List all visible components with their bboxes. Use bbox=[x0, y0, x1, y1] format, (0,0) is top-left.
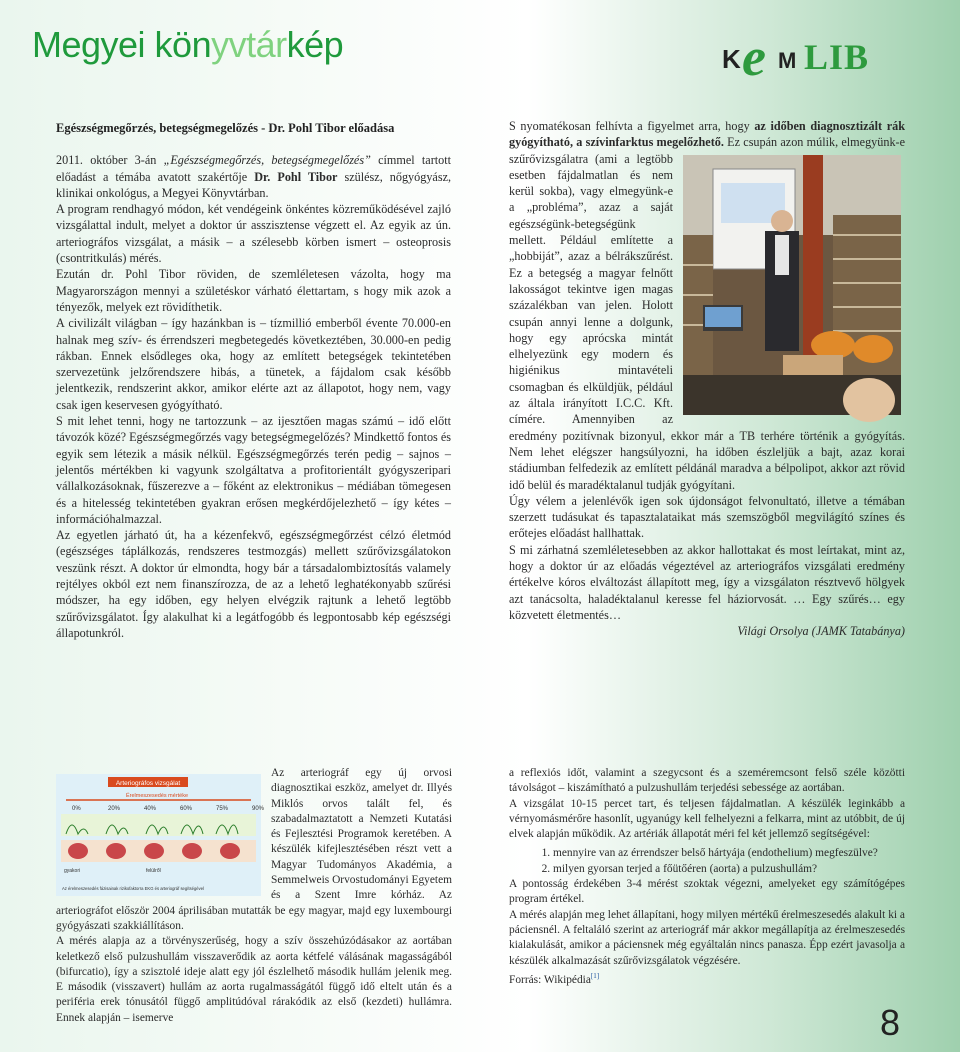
chart-tick-label: 75% bbox=[216, 806, 229, 812]
list-item: 2. milyen gyorsan terjed a főütőéren (aorta) a pulzushullám? bbox=[553, 862, 905, 877]
paragraph-screening: Az egyetlen járható út, ha a kézenfekvő, egészségmegőrzést célzó életmód (egészséges táplálkozás, rendszeres testmozgás) mellett szűrővizsgálatokon veszünk részt. A doktor úr elmondta, hogy bár a társadalombiztosítás valamely rejtélyes okból ezt nem finanszírozza, de az a lehető leghatékonyabb szűrési módszer, ha egy időben, egy helyen elvégzik rajtunk a lehető legtöbb szűrővizsgálatot. Így alakulhat ki a legátfogóbb és legpontosabb kép egészségi állapotunkról. bbox=[56, 528, 451, 640]
arteriograph-intro bbox=[56, 766, 452, 934]
logo-lib: LIB bbox=[804, 37, 870, 77]
logo-letter-k: K bbox=[722, 44, 741, 74]
paragraph-emphasis bbox=[509, 118, 905, 493]
intro-text: címmel tartott előadást a témába avatott szakértője bbox=[56, 153, 452, 184]
lecture-photo-image bbox=[683, 155, 901, 415]
emphasis-bold: az időben diagnosztizált rák gyógyítható, a szívinfarktus megelőzhető. bbox=[509, 119, 906, 150]
chart-caption: Az érelmeszesedés fázisainak rizikofaktorra EKG és arteriográf segítségével bbox=[62, 886, 204, 891]
paragraph-statistics: A civilizált világban – így hazánkban is – tízmillió emberből évente 70.000-en halnak meg szív- és érrendszeri megbetegedés következtében, 30.000-en pedig rákban. Ennek elsődleges oka, hogy az említett betegségek tekintetében szervezetünk jelzőrendszere hibás, a tünetek, a fájdalom csak később jelentkezik, rendszerint akkor, amikor elérte azt az állapotot, hogy nem, vagy csak igen keservesen gyógyítható. bbox=[56, 316, 451, 412]
arteriograph-intro-text: Az arteriográf egy új orvosi diagnosztikai eszköz, amelyet dr. Illyés Miklós orvos talált fel, és szabadalmaztatott a Nemzeti Kutatási és Fejlesztési Programok keretében. A készülék kifejlesztésében részt vett a Magyar Tudományos Akadémia, a Semmelweis Orvostudományi Egyetem és a Szent Imre kórház. Az arteriográfot először 2004 áprilisában mutatták be egy magyar, majd egy luxembourgi gyógyászati szakkiállításon. bbox=[56, 767, 452, 932]
paragraph-lifespan: Ezután dr. Pohl Tibor röviden, de szemléletesen vázolta, hogy ma Magyarországon mennyi a születéskor várható élettartam, s hogy mik azok a tényezők, melyek ezt rövidíthetik. bbox=[56, 267, 451, 314]
emphasis-intro: S nyomatékosan felhívta a figyelmet arra, hogy bbox=[509, 119, 750, 133]
chart-right-label: felülről bbox=[146, 868, 161, 874]
chart-tick-label: 20% bbox=[108, 806, 121, 812]
intro-date: 2011. október 3-án bbox=[56, 153, 157, 168]
article-left-column bbox=[56, 120, 451, 641]
page-number: 8 bbox=[880, 1002, 901, 1043]
title-part-2: yvtár bbox=[211, 24, 287, 65]
arteriograph-right-column bbox=[509, 766, 905, 988]
lecture-photo-wrap bbox=[683, 155, 905, 419]
chart-tick-label: 0% bbox=[72, 806, 81, 812]
emphasis-text: Ez csupán azon múlik, elmegyünk-e szűrővizsgálatra (ami a legtöbb esetben fájdalmatlan és nem kerül sokba), vagy elmegyünk-e a „probléma”, azaz a saját egészségünk-betegségünk mellett. Például említette a „hobbiját”, azaz a bélrákszűrést. Ez a betegség a magyar felnőtt lakosságot tekintve igen magas százalékban van jelen. Holott csupán annyi lenne a dolgunk, hogy egy aprócska mintát elhelyezünk egy modern és higiénikus mintavételi csomagban és elküldjük, például az általa irányított I.C.C. Kft. címére. Amennyiben az eredmény pozitívnak bizonyul, ekkor már a TB terhére történik a gyógyítás. Nem lehet elégszer hangsúlyozni, ha időben észleljük a bajt, azaz korai stádiumban felfedezik az említett példánál maradva a bélpolipot, akkor azt rövid idő belül és maradéktalanul tudják gyógyítani. bbox=[509, 135, 906, 492]
reflection-paragraph: a reflexiós időt, valamint a szegycsont és a szeméremcsont felső széle közötti távolságot – kiszámítható a pulzushullám terjedési sebessége az aortában. bbox=[509, 767, 905, 795]
kemlib-logo bbox=[722, 28, 922, 88]
logo-letter-e: e bbox=[742, 27, 766, 87]
chart-tick-label: 40% bbox=[144, 806, 157, 812]
list-item: 1. mennyire van az érrendszer belső hártyája (endothelium) megfeszülve? bbox=[553, 846, 905, 861]
arteriograph-left-column bbox=[56, 766, 452, 1026]
chart-tick-label: 90% bbox=[252, 806, 265, 812]
paragraph-conclusion: Úgy vélem a jelenlévők igen sok újdonságot felvonultató, illetve a témában szerzett tudásukat és tapasztalataikat más szemszögből megvilágító színes és erőtejes előadást hallhattak. bbox=[509, 493, 905, 541]
article-right-column bbox=[509, 118, 905, 640]
title-part-3: kép bbox=[286, 24, 344, 65]
lecture-title: „Egészségmegőrzés, betegségmegelőzés” bbox=[163, 153, 371, 168]
lecture-photo bbox=[683, 155, 901, 415]
arteriograph-chart-wrap bbox=[56, 774, 265, 896]
author-signature: Világi Orsolya (JAMK Tatabánya) bbox=[737, 624, 905, 639]
article-heading: Egészségmegőrzés, betegségmegelőzés - Dr. Pohl Tibor előadása bbox=[56, 121, 395, 135]
source-line bbox=[509, 969, 905, 988]
paragraph-program: A program rendhagyó módon, két vendégeink önkéntes közreműködésével zajló vizsgálattal indult, melyet a doktor úr asszisztense végzett el. Az egyik az ún. arteriográfos vizsgálat, a másik – a szélesebb körben ismert – osteoprosis (csontritkulás) mérés. bbox=[56, 202, 451, 266]
duration-paragraph: A vizsgálat 10-15 percet tart, és teljesen fájdalmatlan. A készülék leginkább a vérnyomásmérőre hasonlít, ugyanúgy kell felhelyezni a felkarra, mint az utóbbit, de új elvek alapján működik. Az artériák állapotát méri fel két jellemző segítségével: bbox=[509, 797, 905, 841]
chart-left-label: gyakori bbox=[64, 868, 81, 874]
measurement-list bbox=[509, 846, 905, 877]
diagnosis-paragraph: A mérés alapján meg lehet állapítani, hogy milyen mértékű érelmeszesedés alakult ki a páciensnél. A feltaláló szerint az arteriográf már akkor megállapítja az érelmeszesedés kialakulását, amikor a páciensnek még egyáltalán nincs panasza. Épp ezért javasolja a készülék alkalmazását szűrővizsgálatok végzésére. bbox=[509, 908, 905, 967]
intro-text-end: szülész, nőgyógyász, klinikai onkológus, a Megyei Könyvtárban. bbox=[56, 169, 452, 200]
accuracy-paragraph: A pontosság érdekében 3-4 mérést szoktak végezni, amelyeket egy számítógépes program értékel. bbox=[509, 878, 905, 906]
chart-scale-label: Érelmeszesedés mértéke bbox=[126, 793, 189, 799]
arteriograph-measurement: A mérés alapja az a törvényszerűség, hogy a szív összehúzódásakor az aortában keletkező első pulzushullám visszaverődik az aorta kétfelé válásának magasságából (bifurcatio), így a szisztolé ideje alatt egy jól észlelhető második hullám jelenik meg. E második (visszavert) hullám az aorta rugalmasságától függő idő eltelt után és a periféria erek tónusától függő amplitúdóval rárakódik az első (kezdeti) hullámra. Ennek alapján – isemerve bbox=[56, 935, 452, 1024]
paragraph-closing: S mi zárhatná szemléletesebben az akkor hallottakat és most leírtakat, mint az, hogy a doktor úr az előadás végeztével az arteriográfos vizsgálati eredmény értékelve kóros elváltozást állapított meg, így a vizsgálaton résztvevő hölgyek azt tanácsolta, haladéktalanul keresse fel háziorvosát. … Egy szűrés… egy közvetett életmentés… bbox=[509, 542, 905, 622]
chart-tick-label: 60% bbox=[180, 806, 193, 812]
magazine-title bbox=[32, 24, 343, 66]
logo-letter-m: M bbox=[778, 48, 797, 73]
paragraph-intro bbox=[56, 152, 451, 201]
title-part-1: Megyei kön bbox=[32, 24, 212, 65]
speaker-name: Dr. Pohl Tibor bbox=[254, 169, 338, 184]
arteriograph-chart bbox=[56, 774, 265, 896]
source-label: Forrás: Wikipédia bbox=[509, 973, 591, 986]
chart-title: Arteriográfos vizsgálat bbox=[115, 780, 181, 787]
paragraph-prevention: S mit lehet tenni, hogy ne tartozzunk – az ijesztően magas számú – idő előtt távozók közé? Egészségmegőrzés vagy betegségmegelőzés? Mindkettő fontos és egyik sem létezik a másik nélkül. Egészségmegőrzés terén pedig – sajnos – jelentős mértékben ki vagyunk szolgáltatva a profitorientált gyógyszeripari vállalkozásoknak, fűszerezve a – főként az elektronikus – médiában tömegesen és a hitelesség tekintetében gyakran erősen megkérdőjelezhető – így kétes – információhalmazzal. bbox=[56, 414, 451, 526]
source-reference-link[interactable]: [1] bbox=[590, 971, 600, 980]
